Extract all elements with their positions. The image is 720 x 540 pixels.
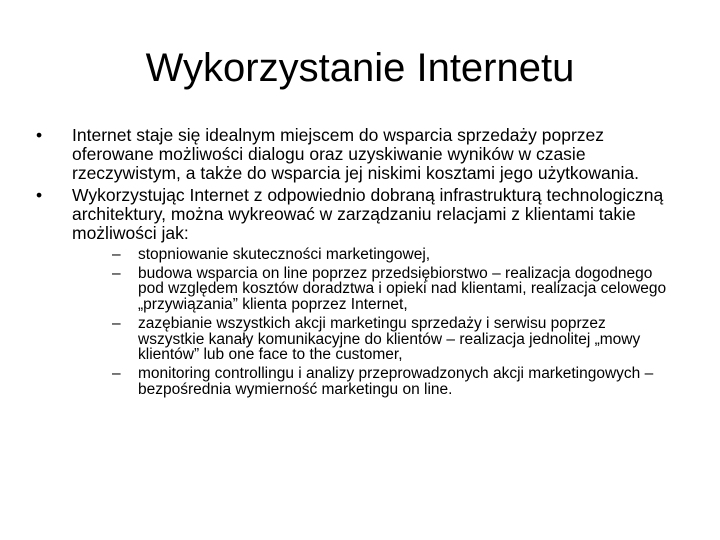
bullet-marker: • <box>36 185 43 205</box>
sub-item-4 <box>72 366 676 397</box>
sub-item-text-1: stopniowanie skuteczności marketingowej, <box>138 246 431 263</box>
bullet-text-2: Wykorzystując Internet z odpowiednio dobraną infrastrukturą technologiczną architektury, można wykreować w zarządzaniu relacjami z klientami takie możliwości jak: <box>72 185 664 243</box>
dash-marker: – <box>112 314 121 332</box>
sub-list <box>72 247 676 397</box>
slide-title: Wykorzystanie Internetu <box>145 46 575 90</box>
bullet-marker: • <box>36 125 43 145</box>
dash-marker: – <box>112 264 121 282</box>
bullet-item-2 <box>36 186 676 397</box>
bullet-item-1 <box>36 126 676 183</box>
sub-item-text-3: zazębianie wszystkich akcji marketingu sprzedaży i serwisu poprzez wszystkie kanały komunikacyjne do klientów – realizacja jednolitej „mowy klientów” lub one face to the customer, <box>138 314 641 364</box>
dash-marker: – <box>112 246 121 263</box>
dash-marker: – <box>112 365 121 383</box>
sub-item-text-2: budowa wsparcia on line poprzez przedsiębiorstwo – realizacja dogodnego pod względem kosztów doradztwa i opieki nad klientami, realizacja celowego „przywiązania” klienta poprzez Internet, <box>138 264 667 314</box>
sub-item-3 <box>72 316 676 363</box>
sub-item-1 <box>72 247 676 263</box>
bullet-list <box>36 126 676 397</box>
slide-content <box>36 126 676 401</box>
bullet-text-1: Internet staje się idealnym miejscem do wsparcia sprzedaży poprzez oferowane możliwości dialogu oraz uzyskiwanie wyników w czasie rzeczywistym, a także do wsparcia jej niskimi kosztami jego użytkowania. <box>72 125 639 183</box>
sub-item-2 <box>72 266 676 313</box>
sub-item-text-4: monitoring controllingu i analizy przeprowadzonych akcji marketingowych – bezpośrednia wymierność marketingu on line. <box>138 365 654 398</box>
